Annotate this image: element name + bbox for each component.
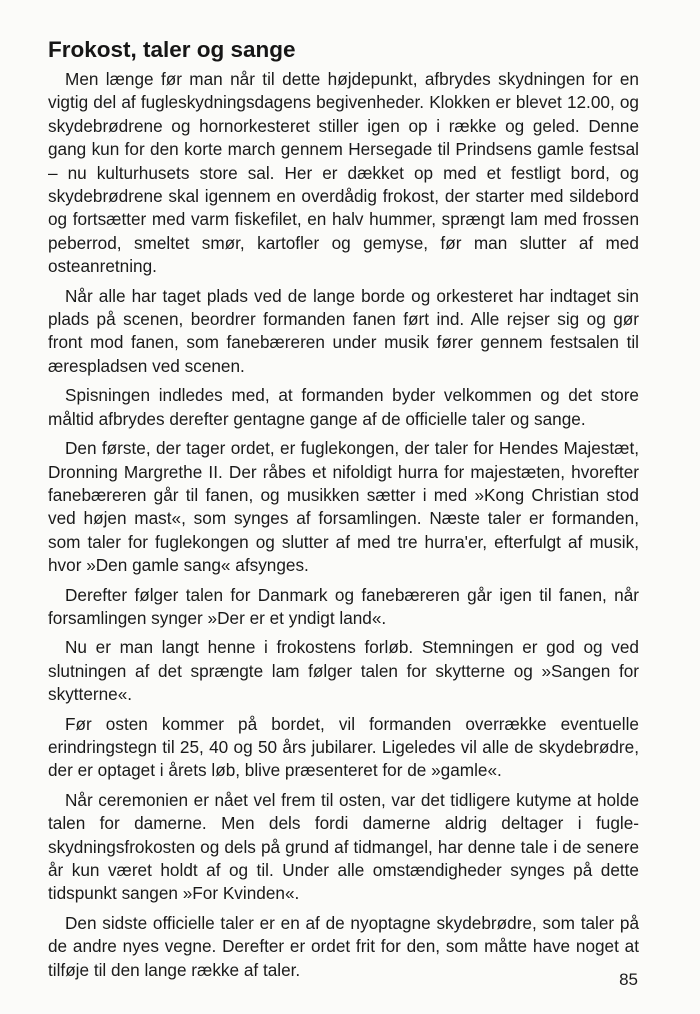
- paragraph-8: Når ceremonien er nået vel frem til osten, var det tidligere kutyme at holde talen for damerne. Men dels fordi damerne aldrig deltager i fugleskydningsfrokosten og dels på grund af tidmangel, har denne tale i de senere år kun været holdt af og til. Under alle omstændigheder synges på dette tidspunkt sangen »For Kvinden«.: [48, 789, 639, 904]
- paragraph-6: Nu er man langt henne i frokostens forløb. Stemningen er god og ved slutningen af det sprængte lam følger talen for skytterne og »Sangen for skytterne«.: [48, 637, 639, 705]
- paragraph-3: Spisningen indledes med, at formanden byder velkommen og det store måltid afbrydes derefter gentagne gange af de officielle taler og sange.: [48, 385, 639, 429]
- page-body: [48, 36, 639, 988]
- page-number: 85: [619, 970, 638, 989]
- paragraph-1: Men længe før man når til dette højdepunkt, afbrydes skydningen for en vigtig del af fugleskydningsdagens begivenheder. Klokken er blevet 12.00, og skydebrødrene og hornorkesteret stiller igen op i række og geled. Denne gang kun for den korte march gennem Hersegade til Prindsens gamle festsal – nu kulturhusets store sal. Her er dækket op med et festligt bord, og skydebrødrene skal igennem en overdådig frokost, der starter med sildebord og fortsætter med varm fiskefilet, en halv hummer, sprængt lam med frossen peberrod, smeltet smør, kartofler og gemyse, før man slutter af med osteanretning.: [48, 69, 639, 277]
- paragraph-5: Derefter følger talen for Danmark og fanebæreren går igen til fanen, når forsamlingen synger »Der er et yndigt land«.: [48, 584, 639, 628]
- paragraph-9: Den sidste officielle taler er en af de nyoptagne skydebrødre, som taler på de andre nyes vegne. Derefter er ordet frit for den, som måtte have noget at tilføje til den lange række af taler.: [48, 912, 639, 980]
- paragraph-2: Når alle har taget plads ved de lange borde og orkesteret har indtaget sin plads på scenen, beordrer formanden fanen ført ind. Alle rejser sig og gør front mod fanen, som fanebæreren under musik fører gennem festsalen til ærespladsen ved scenen.: [48, 285, 639, 376]
- section-heading: Frokost, taler og sange: [48, 37, 296, 62]
- paragraph-4: Den første, der tager ordet, er fuglekongen, der taler for Hendes Majestæt, Dronning Margrethe II. Der råbes et nifoldigt hurra for majestæten, hvorefter fanebæreren går til fanen, og musikken sætter i med »Kong Christian stod ved højen mast«, som synges af forsamlingen. Næste taler er formanden, som taler for fuglekongen og slutter af med tre hurra'er, efterfulgt af musik, hvor »Den gamle sang« afsynges.: [48, 438, 639, 576]
- paragraph-7: Før osten kommer på bordet, vil formanden overrække eventuelle erindringstegn til 25, 40 og 50 års jubilarer. Ligeledes vil alle de skydebrødre, der er optaget i årets løb, blive præsenteret for de »gamle«.: [48, 713, 639, 781]
